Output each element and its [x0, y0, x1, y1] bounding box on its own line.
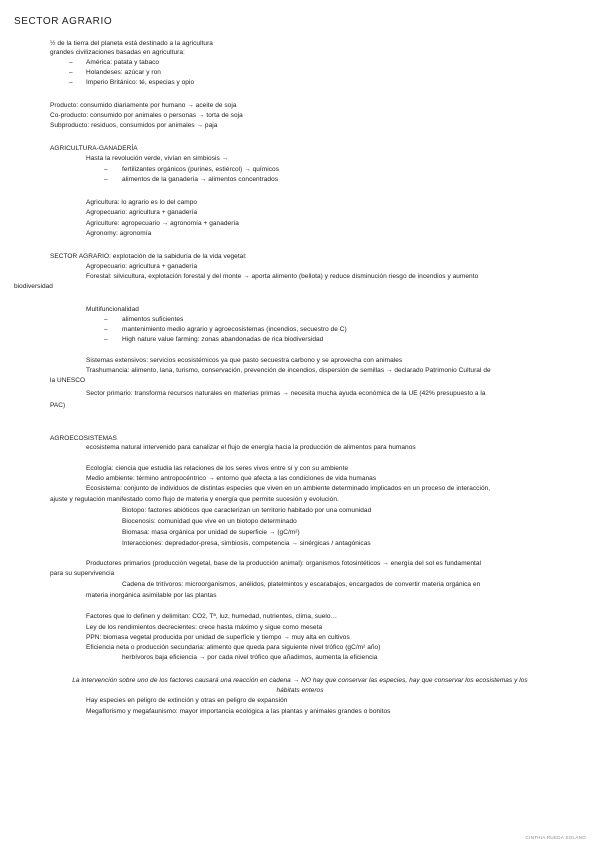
- producers-line-b: para su supervivencia: [50, 570, 115, 577]
- ppn-line: PPN: biomasa vegetal producida por unidad de superficie y tiempo → muy alta en cultivos: [86, 634, 350, 641]
- transhumance-line-b: la UNESCO: [50, 377, 86, 384]
- ecosystem-line-a: Ecosistema: conjunto de individuos de distintas especies que viven en un ambiente determinado implicados en un proceso de interacción,: [86, 485, 491, 492]
- list-item: High nature value farming: zonas abandonadas de rica biodiversidad: [122, 336, 324, 343]
- species-line: Hay especies en peligro de extinción y otras en peligro de expansión: [86, 697, 288, 704]
- biotope-line: Biotopo: factores abióticos que caracterizan un territorio habitado por una comunidad: [122, 507, 372, 514]
- herbivores-line: herbívoros baja eficiencia → por cada nivel trófico que añadimos, aumenta la eficiencia: [122, 654, 378, 661]
- definition-line: Agriculture: agropecuario → agronomía + ganadería: [86, 220, 239, 227]
- agroeco-definition: ecosistema natural intervenido para canalizar el flujo de energía hacia la producción de alimentos para humanos: [86, 444, 416, 451]
- quote-line-1: La intervención sobre uno de los factores causará una reacción en cadena → NO hay que conservar las especies, hay que conservar los ecosistemas y los: [72, 677, 528, 684]
- intro-line-2: grandes civilizaciones basadas en agricultura:: [50, 49, 185, 56]
- dash-icon: –: [69, 69, 73, 76]
- dash-icon: –: [104, 316, 108, 323]
- quote-line-2: hábitats enteros: [276, 687, 324, 694]
- sector-line-3a: Forestal: silvicultura, explotación forestal y del monte → aporta alimento (bellota) y reduce disminución riesgo de incendios y aumento: [86, 273, 479, 280]
- list-item: América: patata y tabaco: [86, 59, 160, 66]
- ecosystem-line-b: ajuste y regulación manifestado como flujo de materia y energía que permite sucesión y evolución.: [50, 496, 339, 503]
- subproduct-line: Subproducto: residuos, consumidos por animales → paja: [50, 122, 218, 129]
- interactions-line: Interacciones: depredador-presa, simbiosis, competencia → sinérgicas / antagónicas: [122, 540, 371, 547]
- transhumance-line-a: Trashumancia: alimento, lana, turismo, conservación, prevención de incendios, dispersión de semillas → declarado Patrimonio Cultural de: [86, 367, 491, 374]
- list-item: alimentos suficientes: [122, 316, 184, 323]
- list-item: Imperio Británico: té, especias y opio: [86, 79, 195, 86]
- multifunctionality-label: Multifuncionalidad: [86, 306, 139, 313]
- diminishing-returns-line: Ley de los rendimientos decrecientes: crece hasta máximo y sigue como meseta: [86, 624, 323, 631]
- sector-line-1: SECTOR AGRARIO: explotación de la sabiduría de la vida vegetal:: [50, 253, 247, 260]
- dash-icon: –: [69, 79, 73, 86]
- dash-icon: –: [104, 166, 108, 173]
- sector-line-3b: biodiversidad: [14, 283, 53, 290]
- list-item: fertilizantes orgánicos (purines, estiércol) → químicos: [122, 166, 280, 173]
- primary-sector-line-b: PAC): [50, 402, 66, 409]
- section-heading-agroeco: AGROECOSISTEMAS: [50, 435, 117, 442]
- page-title: SECTOR AGRARIO: [14, 16, 113, 27]
- intro-line-1: ½ de la tierra del planeta está destinado a la agricultura: [50, 40, 213, 47]
- list-item: alimentos de la ganadería → alimentos concentrados: [122, 176, 279, 183]
- definition-line: Agricultura: lo agrario es lo del campo: [86, 199, 198, 206]
- agri-line-1: Hasta la revolución verde, vivían en simbiosis →: [86, 155, 229, 162]
- list-item: Holandeses: azúcar y ron: [86, 69, 161, 76]
- sector-line-2: Agropecuario: agricultura + ganadería: [86, 263, 198, 270]
- list-item: mantenimiento medio agrario y agroecosistemas (incendios, secuestro de C): [122, 326, 347, 333]
- dash-icon: –: [69, 59, 73, 66]
- dash-icon: –: [104, 176, 108, 183]
- coproduct-line: Co-producto: consumido por animales o personas → torta de soja: [50, 112, 243, 119]
- biomass-line: Biomasa: masa orgánica por unidad de superficie → (gC/m²): [122, 529, 300, 536]
- primary-sector-line-a: Sector primario: transforma recursos naturales en materias primas → necesita mucha ayuda económica de la UE (42% presupuesto a la: [86, 390, 486, 397]
- environment-line: Medio ambiente: término antropocéntrico → entorno que afecta a las condiciones de vida humanas: [86, 475, 377, 482]
- product-line: Producto: consumido diariamente por humano → aceite de soja: [50, 102, 237, 109]
- author-footer: CINTHIA RUEDA SOLANO: [525, 835, 586, 840]
- extensive-systems-line: Sistemas extensivos: servicios ecosistémicos ya que pasto secuestra carbono y se aprovecha con animales: [86, 357, 403, 364]
- megaflorism-line: Megaflorismo y megafaunismo: mayor importancia ecológica a las plantas y animales grandes o bonitos: [86, 708, 391, 715]
- definition-line: Agronomy: agronomía: [86, 230, 152, 237]
- section-heading-agri: AGRICULTURA-GANADERÍA: [50, 145, 138, 152]
- ecology-line: Ecología: ciencia que estudia las relaciones de los seres vivos entre sí y con su ambiente: [86, 465, 349, 472]
- dash-icon: –: [104, 336, 108, 343]
- dash-icon: –: [104, 326, 108, 333]
- efficiency-line: Eficiencia neta o producción secundaria: alimento que queda para siguiente nivel trófico (gC/m² año): [86, 644, 381, 651]
- producers-line-a: Productores primarios (producción vegetal, base de la producción animal): organismos fotosintéticos → energía del sol es fundamental: [86, 560, 481, 567]
- detritivores-line-b: materia inorgánica asimilable por las plantas: [86, 592, 217, 599]
- detritivores-line-a: Cadena de tritívoros: microorganismos, anélidos, platelmintos y escarabajos, encargados de convertir materia orgánica en: [122, 581, 481, 588]
- factors-line: Factores que lo definen y delimitan: CO2, Tª, luz, humedad, nutrientes, clima, suelo…: [86, 613, 338, 620]
- definition-line: Agropecuario: agricultura + ganadería: [86, 209, 198, 216]
- biocenosis-line: Biocenosis: comunidad que vive en un biotopo determinado: [122, 518, 297, 525]
